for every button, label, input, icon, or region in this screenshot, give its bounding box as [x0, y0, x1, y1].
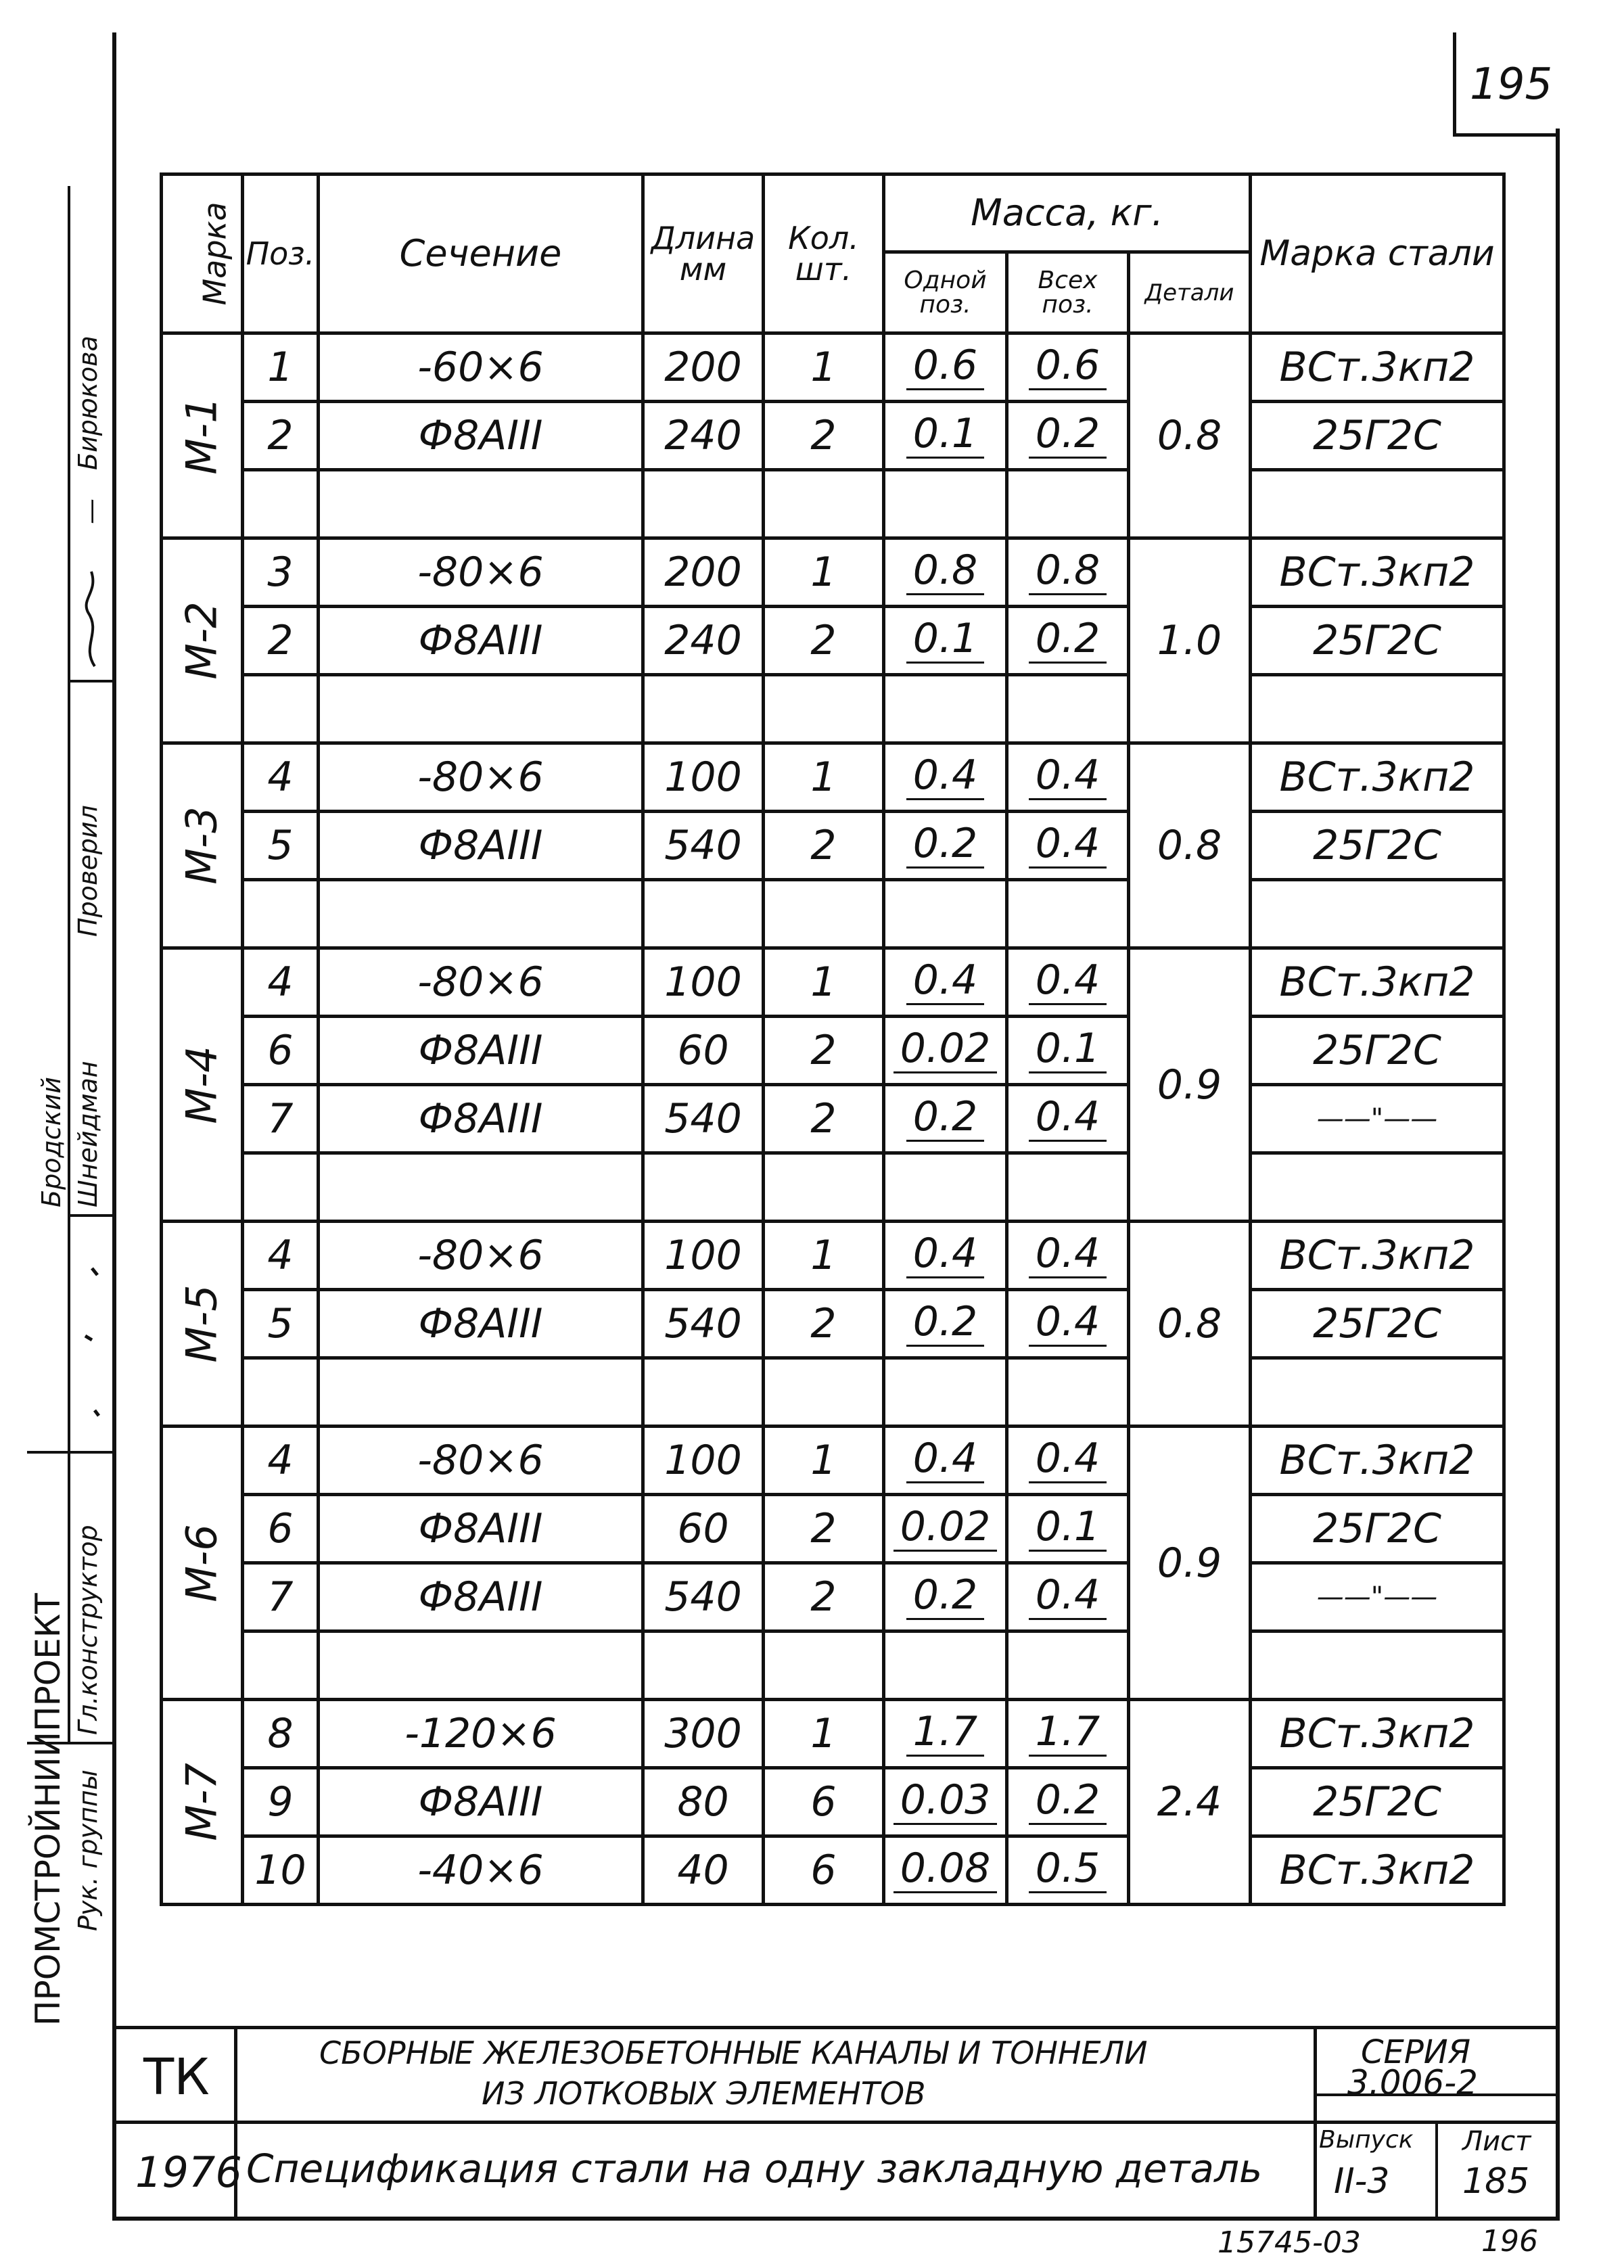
- cell-steel: ——"——: [1251, 1085, 1504, 1153]
- cell-section: Ф8АIII: [319, 1290, 643, 1358]
- cell-section: -80×6: [319, 1427, 643, 1495]
- cell-mass-all: 0.1: [1007, 1495, 1129, 1563]
- cell-mass-detail: 0.9: [1129, 1427, 1251, 1700]
- cell-qty: 2: [764, 607, 884, 675]
- tb-series-label: СЕРИЯ: [1361, 2033, 1471, 2071]
- title-block: [116, 2026, 1556, 2217]
- cell-mark: М-5: [162, 1222, 243, 1427]
- cell-section: Ф8АIII: [319, 1495, 643, 1563]
- table-row-empty: [162, 1631, 1504, 1700]
- cell-mass-detail: 0.8: [1129, 1222, 1251, 1427]
- cell-steel: 25Г2С: [1251, 1290, 1504, 1358]
- cell-pos: 10: [243, 1836, 319, 1905]
- cell-mass-detail: 0.8: [1129, 743, 1251, 948]
- cell-section: -80×6: [319, 1222, 643, 1290]
- cell-pos: 4: [243, 1427, 319, 1495]
- table-row: [162, 1836, 1504, 1905]
- tb-title-line1: СБОРНЫЕ ЖЕЛЕЗОБЕТОННЫЕ КАНАЛЫ И ТОННЕЛИ: [319, 2035, 1148, 2071]
- cell-mass-all: 0.2: [1007, 402, 1129, 470]
- cell-pos: 5: [243, 1290, 319, 1358]
- cell-mass-one: 1.7: [884, 1700, 1007, 1768]
- cell-pos: 3: [243, 538, 319, 607]
- tb-year: 1976: [135, 2148, 242, 2197]
- cell-mass-one: 0.08: [884, 1836, 1007, 1905]
- cell-qty: 2: [764, 812, 884, 880]
- page-number: 195: [1470, 60, 1553, 110]
- cell-steel: 25Г2С: [1251, 812, 1504, 880]
- cell-section: -80×6: [319, 538, 643, 607]
- cell-steel: ВСт.3кп2: [1251, 1222, 1504, 1290]
- cell-length: 60: [643, 1017, 764, 1085]
- cell-mass-all: 0.4: [1007, 1085, 1129, 1153]
- cell-mass-one: 0.2: [884, 1085, 1007, 1153]
- table-row: [162, 402, 1504, 470]
- cell-length: 100: [643, 948, 764, 1017]
- header-section: Сечение: [319, 175, 643, 333]
- tb-code: ТК: [143, 2048, 210, 2106]
- table-row: [162, 1017, 1504, 1085]
- specification-body: [162, 333, 1504, 1905]
- tb-issue-label: Выпуск: [1319, 2126, 1414, 2154]
- header-mass-one: Одной поз.: [884, 252, 1007, 333]
- tb-title-line2: ИЗ ЛОТКОВЫХ ЭЛЕМЕНТОВ: [482, 2075, 926, 2112]
- cell-pos: 2: [243, 402, 319, 470]
- footer-page-number: 196: [1481, 2224, 1538, 2259]
- cell-qty: 2: [764, 1085, 884, 1153]
- table-row: [162, 1495, 1504, 1563]
- header-qty: Кол. шт.: [764, 175, 884, 333]
- cell-mass-one: 0.4: [884, 1222, 1007, 1290]
- cell-length: 200: [643, 538, 764, 607]
- cell-section: Ф8АIII: [319, 607, 643, 675]
- header-mass-all: Всех поз.: [1007, 252, 1129, 333]
- cell-mark: М-1: [162, 333, 243, 538]
- side-name-shneidman: Шнейдман: [73, 1061, 103, 1207]
- cell-section: -120×6: [319, 1700, 643, 1768]
- side-tick: [27, 1451, 112, 1454]
- cell-length: 540: [643, 1085, 764, 1153]
- table-row: [162, 1563, 1504, 1631]
- cell-mass-all: 0.4: [1007, 743, 1129, 812]
- cell-section: Ф8АIII: [319, 402, 643, 470]
- side-name-biryukova: Бирюкова: [73, 335, 103, 470]
- tb-series-value: 3.006-2: [1347, 2063, 1478, 2102]
- cell-steel: 25Г2С: [1251, 1017, 1504, 1085]
- cell-mass-all: 1.7: [1007, 1700, 1129, 1768]
- cell-section: Ф8АIII: [319, 812, 643, 880]
- side-label-checked: Проверил: [73, 805, 103, 937]
- table-row: [162, 1290, 1504, 1358]
- header-mark: Марка: [162, 175, 243, 333]
- frame-right-border: [1556, 129, 1560, 2221]
- cell-length: 540: [643, 812, 764, 880]
- cell-steel: ВСт.3кп2: [1251, 1836, 1504, 1905]
- specification-table: [160, 172, 1506, 1906]
- cell-mark: М-6: [162, 1427, 243, 1700]
- side-tick: [68, 680, 112, 682]
- cell-length: 240: [643, 402, 764, 470]
- cell-mass-one: 0.2: [884, 812, 1007, 880]
- cell-qty: 1: [764, 948, 884, 1017]
- table-row: [162, 1427, 1504, 1495]
- cell-mass-all: 0.4: [1007, 812, 1129, 880]
- cell-mass-all: 0.5: [1007, 1836, 1129, 1905]
- cell-mark: М-2: [162, 538, 243, 743]
- cell-section: -40×6: [319, 1836, 643, 1905]
- cell-qty: 1: [764, 538, 884, 607]
- cell-steel: ВСт.3кп2: [1251, 743, 1504, 812]
- cell-pos: 7: [243, 1085, 319, 1153]
- header-mass-detail: Детали: [1129, 252, 1251, 333]
- table-row: [162, 812, 1504, 880]
- cell-mass-one: 0.6: [884, 333, 1007, 402]
- page-number-box: [1453, 32, 1556, 137]
- tb-issue-value: II-3: [1334, 2161, 1390, 2202]
- cell-pos: 8: [243, 1700, 319, 1768]
- cell-length: 100: [643, 1222, 764, 1290]
- cell-mass-all: 0.4: [1007, 1222, 1129, 1290]
- cell-pos: 4: [243, 948, 319, 1017]
- cell-pos: 1: [243, 333, 319, 402]
- signature-mark: [78, 1255, 110, 1437]
- cell-qty: 2: [764, 1290, 884, 1358]
- cell-mass-detail: 2.4: [1129, 1700, 1251, 1905]
- cell-section: -80×6: [319, 948, 643, 1017]
- table-row: [162, 1700, 1504, 1768]
- cell-qty: 1: [764, 1222, 884, 1290]
- table-row: [162, 333, 1504, 402]
- cell-mass-one: 0.02: [884, 1495, 1007, 1563]
- cell-steel: ВСт.3кп2: [1251, 948, 1504, 1017]
- cell-qty: 1: [764, 1427, 884, 1495]
- cell-mass-all: 0.4: [1007, 1563, 1129, 1631]
- cell-mass-one: 0.1: [884, 402, 1007, 470]
- cell-mark: М-7: [162, 1700, 243, 1905]
- cell-section: Ф8АIII: [319, 1017, 643, 1085]
- cell-mark: М-4: [162, 948, 243, 1222]
- cell-section: Ф8АIII: [319, 1768, 643, 1836]
- table-row-empty: [162, 675, 1504, 743]
- cell-mass-one: 0.2: [884, 1563, 1007, 1631]
- side-divider: [68, 186, 70, 1742]
- table-row: [162, 538, 1504, 607]
- table-row-empty: [162, 880, 1504, 948]
- cell-section: -80×6: [319, 743, 643, 812]
- frame-bottom-border: [112, 2217, 1560, 2221]
- cell-qty: 2: [764, 402, 884, 470]
- cell-steel: 25Г2С: [1251, 402, 1504, 470]
- cell-steel: 25Г2С: [1251, 1495, 1504, 1563]
- tb-divider: [116, 2121, 1556, 2124]
- tb-sheet-label: Лист: [1462, 2126, 1531, 2157]
- cell-steel: 25Г2С: [1251, 1768, 1504, 1836]
- cell-mass-one: 0.03: [884, 1768, 1007, 1836]
- cell-mass-one: 0.4: [884, 948, 1007, 1017]
- signature-mark: [74, 565, 108, 673]
- cell-mass-all: 0.2: [1007, 1768, 1129, 1836]
- cell-mass-all: 0.4: [1007, 948, 1129, 1017]
- table-row: [162, 607, 1504, 675]
- side-name-brodsky: Бродский: [37, 1077, 66, 1207]
- cell-qty: 6: [764, 1836, 884, 1905]
- cell-mass-one: 0.8: [884, 538, 1007, 607]
- cell-steel: ВСт.3кп2: [1251, 1427, 1504, 1495]
- cell-steel: ВСт.3кп2: [1251, 333, 1504, 402]
- frame-left-border: [112, 32, 116, 2221]
- cell-length: 60: [643, 1495, 764, 1563]
- table-row-empty: [162, 1358, 1504, 1427]
- header-pos: Поз.: [243, 175, 319, 333]
- cell-steel: ВСт.3кп2: [1251, 538, 1504, 607]
- table-row: [162, 1768, 1504, 1836]
- cell-mass-one: 0.4: [884, 743, 1007, 812]
- table-row-empty: [162, 1153, 1504, 1222]
- cell-length: 200: [643, 333, 764, 402]
- cell-qty: 1: [764, 333, 884, 402]
- cell-pos: 2: [243, 607, 319, 675]
- cell-mass-detail: 0.9: [1129, 948, 1251, 1222]
- cell-steel: ВСт.3кп2: [1251, 1700, 1504, 1768]
- cell-mass-detail: 1.0: [1129, 538, 1251, 743]
- cell-length: 300: [643, 1700, 764, 1768]
- cell-qty: 2: [764, 1017, 884, 1085]
- table-row: [162, 1085, 1504, 1153]
- cell-mass-all: 0.4: [1007, 1290, 1129, 1358]
- cell-steel: ——"——: [1251, 1563, 1504, 1631]
- cell-pos: 6: [243, 1495, 319, 1563]
- side-organization: ПРОМСТРОЙНИИПРОЕКТ: [28, 1593, 68, 2026]
- side-label-group: Рук. группы: [73, 1769, 103, 1931]
- cell-length: 100: [643, 1427, 764, 1495]
- cell-qty: 1: [764, 743, 884, 812]
- table-row: [162, 1222, 1504, 1290]
- cell-section: -60×6: [319, 333, 643, 402]
- cell-qty: 2: [764, 1495, 884, 1563]
- cell-length: 100: [643, 743, 764, 812]
- cell-pos: 7: [243, 1563, 319, 1631]
- tb-subtitle: Спецификация стали на одну закладную деталь: [246, 2146, 1263, 2192]
- tb-divider: [1435, 2124, 1438, 2220]
- side-tick: [68, 1214, 112, 1217]
- cell-mass-one: 0.4: [884, 1427, 1007, 1495]
- cell-section: Ф8АIII: [319, 1085, 643, 1153]
- cell-pos: 9: [243, 1768, 319, 1836]
- cell-length: 240: [643, 607, 764, 675]
- table-row: [162, 743, 1504, 812]
- cell-mass-all: 0.4: [1007, 1427, 1129, 1495]
- table-row-empty: [162, 470, 1504, 538]
- cell-mass-all: 0.2: [1007, 607, 1129, 675]
- cell-qty: 6: [764, 1768, 884, 1836]
- header-length: Длина мм: [643, 175, 764, 333]
- cell-pos: 4: [243, 743, 319, 812]
- cell-mark: М-3: [162, 743, 243, 948]
- cell-mass-one: 0.1: [884, 607, 1007, 675]
- cell-mass-all: 0.1: [1007, 1017, 1129, 1085]
- header-mass: Масса, кг.: [884, 175, 1251, 252]
- cell-pos: 5: [243, 812, 319, 880]
- cell-length: 540: [643, 1563, 764, 1631]
- table-row: [162, 948, 1504, 1017]
- cell-steel: 25Г2С: [1251, 607, 1504, 675]
- cell-length: 540: [643, 1290, 764, 1358]
- cell-mass-detail: 0.8: [1129, 333, 1251, 538]
- cell-mass-all: 0.6: [1007, 333, 1129, 402]
- side-label-chief: Гл.конструктор: [73, 1525, 103, 1735]
- cell-length: 40: [643, 1836, 764, 1905]
- cell-mass-one: 0.2: [884, 1290, 1007, 1358]
- cell-qty: 1: [764, 1700, 884, 1768]
- side-stamp: [27, 186, 112, 2221]
- cell-pos: 6: [243, 1017, 319, 1085]
- cell-section: Ф8АIII: [319, 1563, 643, 1631]
- tb-divider: [1314, 2029, 1317, 2220]
- header-steel: Марка стали: [1251, 175, 1504, 333]
- cell-qty: 2: [764, 1563, 884, 1631]
- cell-pos: 4: [243, 1222, 319, 1290]
- cell-mass-one: 0.02: [884, 1017, 1007, 1085]
- cell-length: 80: [643, 1768, 764, 1836]
- side-dash: —: [76, 499, 106, 524]
- cell-mass-all: 0.8: [1007, 538, 1129, 607]
- tb-sheet-value: 185: [1462, 2161, 1530, 2202]
- footer-doc-number: 15745-03: [1217, 2225, 1361, 2260]
